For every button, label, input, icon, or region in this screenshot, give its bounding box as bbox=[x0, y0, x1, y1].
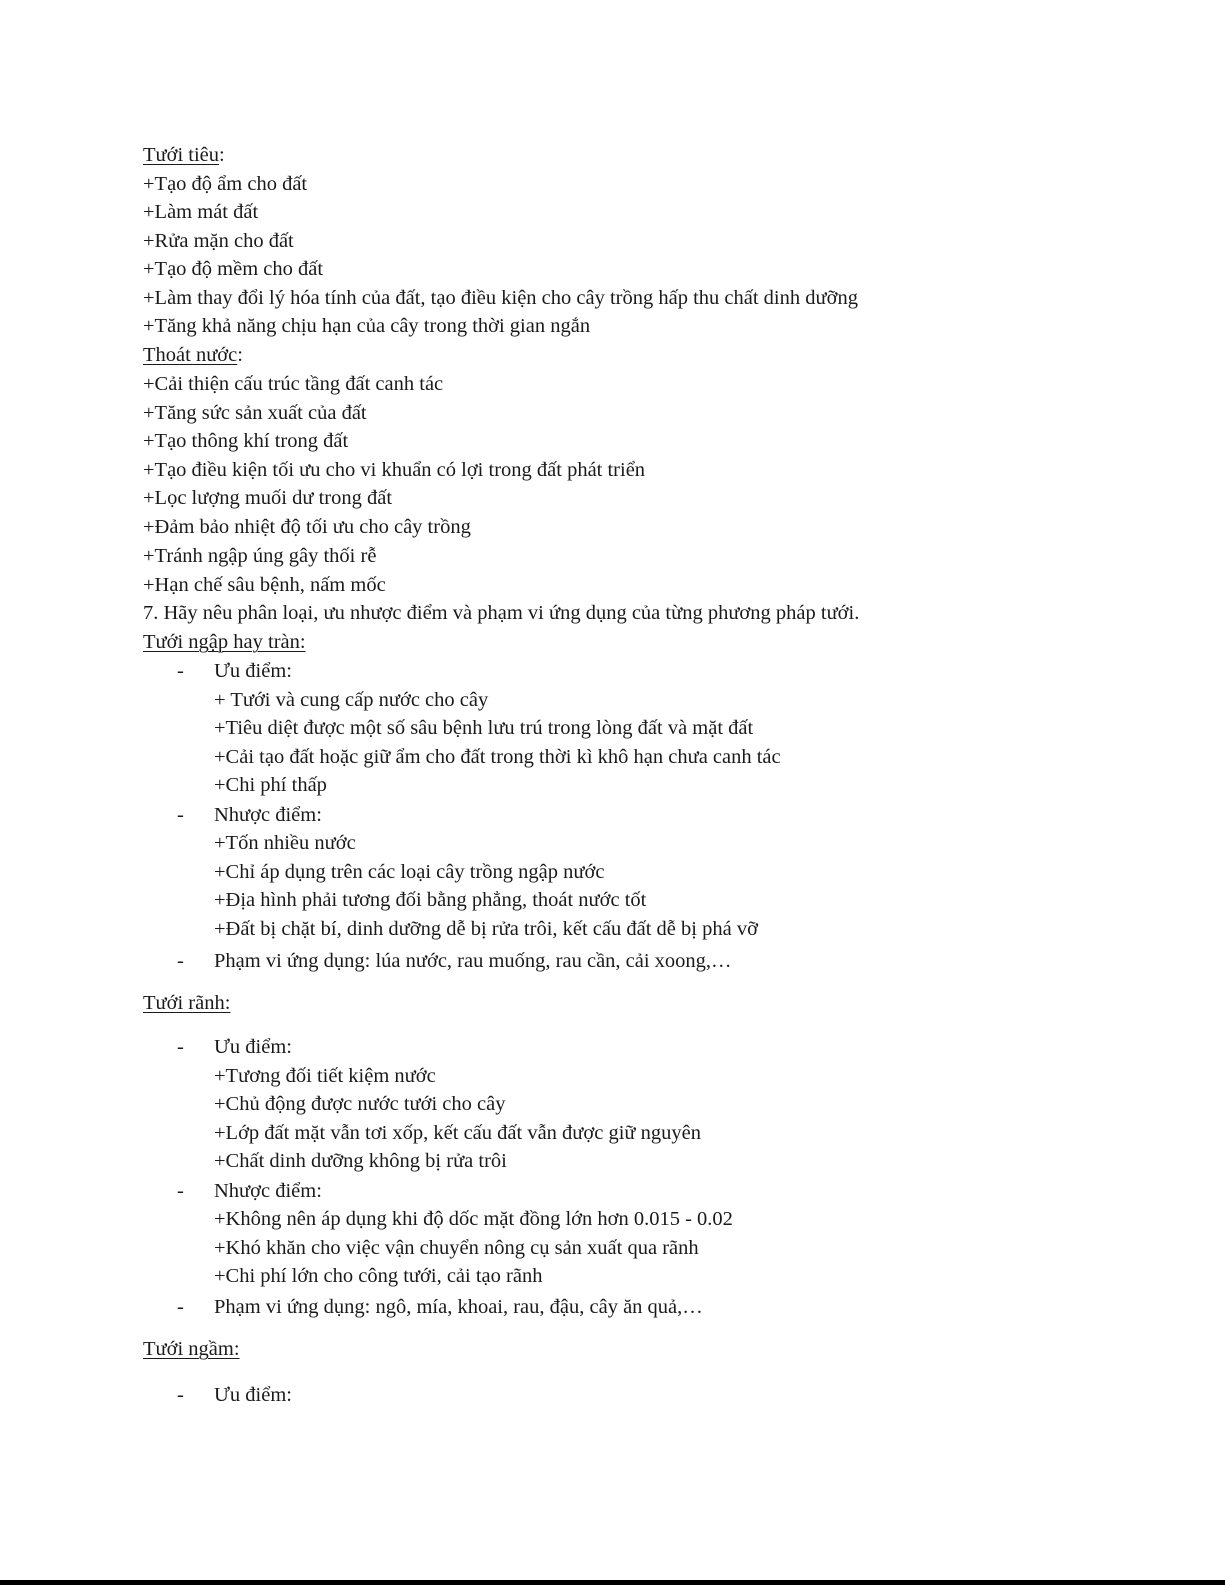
flood-cons-item: +Đất bị chặt bí, dinh dưỡng dễ bị rửa trôi, kết cấu đất dễ bị phá vỡ bbox=[214, 918, 758, 940]
flood-heading-text: Tưới ngập hay tràn: bbox=[143, 631, 306, 653]
furrow-pros-item: +Chất dinh dưỡng không bị rửa trôi bbox=[214, 1150, 507, 1172]
drainage-item: +Lọc lượng muối dư trong đất bbox=[143, 487, 393, 509]
flood-cons-item: +Tốn nhiều nước bbox=[214, 832, 356, 854]
irrigation-item: +Tạo độ mềm cho đất bbox=[143, 258, 324, 280]
furrow-cons-item: +Không nên áp dụng khi độ dốc mặt đồng lớn hơn 0.015 - 0.02 bbox=[214, 1208, 733, 1230]
list-dash: - bbox=[177, 660, 184, 682]
furrow-cons-item: +Khó khăn cho việc vận chuyển nông cụ sản xuất qua rãnh bbox=[214, 1237, 699, 1259]
irrigation-item: +Tạo độ ẩm cho đất bbox=[143, 173, 308, 195]
irrigation-heading bbox=[143, 143, 225, 167]
drainage-item: +Tạo điều kiện tối ưu cho vi khuẩn có lợi trong đất phát triển bbox=[143, 459, 646, 481]
flood-pros-item: +Chi phí thấp bbox=[214, 774, 327, 796]
drainage-heading-text: Thoát nước bbox=[143, 344, 238, 366]
list-dash: - bbox=[177, 1036, 184, 1058]
flood-scope: Phạm vi ứng dụng: lúa nước, rau muống, rau cần, cải xoong,… bbox=[214, 950, 732, 972]
furrow-pros-label: Ưu điểm: bbox=[214, 1036, 292, 1058]
drainage-item: +Hạn chế sâu bệnh, nấm mốc bbox=[143, 574, 386, 596]
subsurface-heading bbox=[143, 1337, 240, 1361]
furrow-cons-item: +Chi phí lớn cho công tưới, cải tạo rãnh bbox=[214, 1265, 543, 1287]
furrow-pros-item: +Tương đối tiết kiệm nước bbox=[214, 1065, 436, 1087]
irrigation-heading-colon: : bbox=[219, 144, 225, 166]
list-dash: - bbox=[177, 804, 184, 826]
subsurface-pros-label: Ưu điểm: bbox=[214, 1384, 292, 1406]
flood-cons-label: Nhược điểm: bbox=[214, 804, 322, 826]
flood-pros-label: Ưu điểm: bbox=[214, 660, 292, 682]
irrigation-heading-text: Tưới tiêu bbox=[143, 144, 220, 166]
flood-cons-item: +Địa hình phải tương đối bằng phẳng, thoát nước tốt bbox=[214, 889, 647, 911]
drainage-heading bbox=[143, 343, 243, 367]
flood-pros-item: + Tưới và cung cấp nước cho cây bbox=[214, 689, 489, 711]
drainage-item: +Đảm bảo nhiệt độ tối ưu cho cây trồng bbox=[143, 516, 471, 538]
list-dash: - bbox=[177, 1384, 184, 1406]
furrow-scope: Phạm vi ứng dụng: ngô, mía, khoai, rau, đậu, cây ăn quả,… bbox=[214, 1296, 703, 1318]
irrigation-item: +Tăng khả năng chịu hạn của cây trong thời gian ngắn bbox=[143, 315, 591, 337]
irrigation-item: +Làm thay đổi lý hóa tính của đất, tạo điều kiện cho cây trồng hấp thu chất dinh dưỡng bbox=[143, 287, 858, 309]
list-dash: - bbox=[177, 1296, 184, 1318]
furrow-cons-label: Nhược điểm: bbox=[214, 1180, 322, 1202]
flood-cons-item: +Chỉ áp dụng trên các loại cây trồng ngập nước bbox=[214, 861, 605, 883]
drainage-heading-colon: : bbox=[237, 344, 243, 366]
irrigation-item: +Làm mát đất bbox=[143, 201, 259, 223]
furrow-heading-text: Tưới rãnh: bbox=[143, 992, 231, 1014]
question-7: 7. Hãy nêu phân loại, ưu nhược điểm và phạm vi ứng dụng của từng phương pháp tưới. bbox=[143, 602, 860, 624]
furrow-heading bbox=[143, 991, 230, 1015]
flood-pros-item: +Tiêu diệt được một số sâu bệnh lưu trú trong lòng đất và mặt đất bbox=[214, 717, 754, 739]
drainage-item: +Tăng sức sản xuất của đất bbox=[143, 402, 367, 424]
furrow-pros-item: +Lớp đất mặt vẫn tơi xốp, kết cấu đất vẫn được giữ nguyên bbox=[214, 1122, 702, 1144]
list-dash: - bbox=[177, 950, 184, 972]
drainage-item: +Tránh ngập úng gây thối rễ bbox=[143, 545, 377, 567]
page-bottom-edge bbox=[0, 1580, 1225, 1585]
irrigation-item: +Rửa mặn cho đất bbox=[143, 230, 294, 252]
drainage-item: +Cải thiện cấu trúc tầng đất canh tác bbox=[143, 373, 444, 395]
subsurface-heading-text: Tưới ngầm: bbox=[143, 1338, 240, 1360]
furrow-pros-item: +Chủ động được nước tưới cho cây bbox=[214, 1093, 506, 1115]
drainage-item: +Tạo thông khí trong đất bbox=[143, 430, 349, 452]
list-dash: - bbox=[177, 1180, 184, 1202]
flood-pros-item: +Cải tạo đất hoặc giữ ẩm cho đất trong thời kì khô hạn chưa canh tác bbox=[214, 746, 781, 768]
flood-heading bbox=[143, 630, 306, 654]
